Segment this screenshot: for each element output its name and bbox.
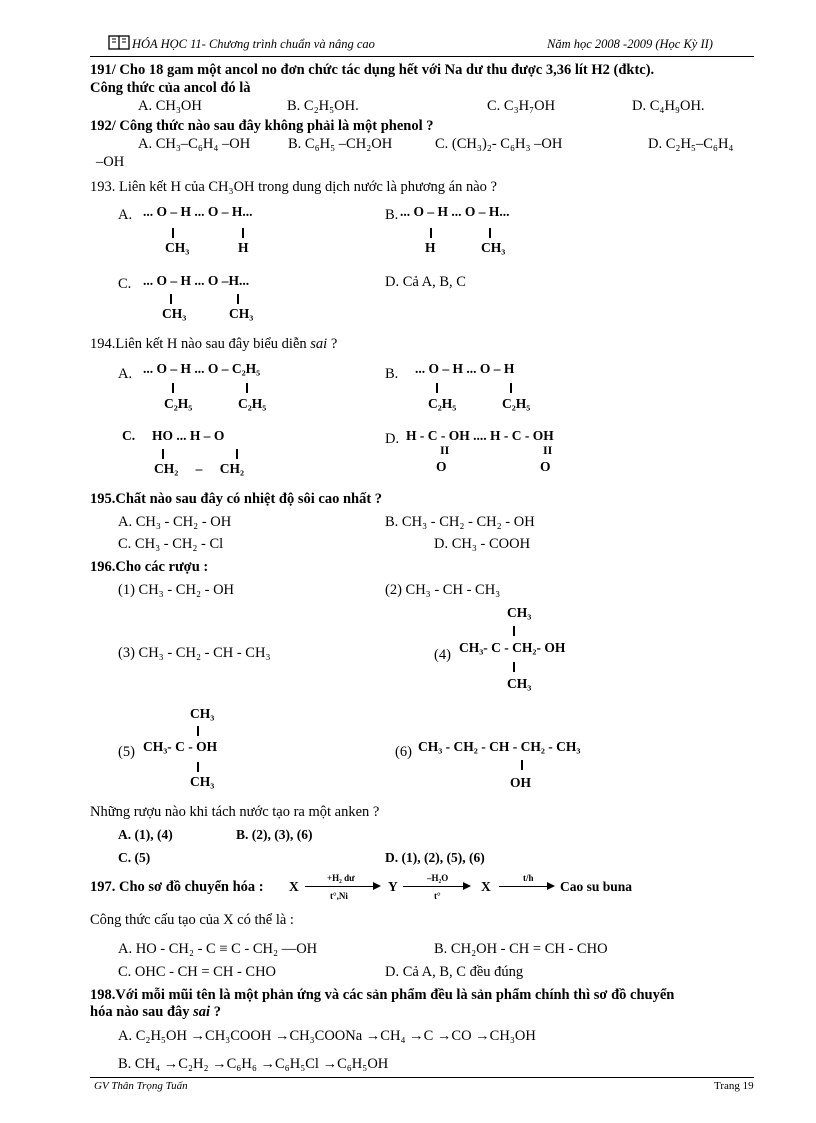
q195-title: 195.Chất nào sau đây có nhiệt độ sôi cao nhất ? [90, 491, 383, 507]
q197-arrow1-top: +H₂ dư [327, 873, 355, 883]
q197-arrow3-top: t/h [523, 873, 534, 883]
q196-alcohol-2: (2) CH₃ - CH - CH₃ [385, 582, 501, 598]
bond [197, 726, 199, 736]
footer-rule [90, 1077, 754, 1078]
q196-r5-top: CH₃ [190, 706, 215, 721]
q198-option-b: B. CH₄ →C₂H₂ →C₆H₆ →C₆H₅Cl →C₆H₅OH [118, 1056, 389, 1072]
q193-b-sub2: CH₃ [481, 240, 506, 255]
q196-option-b: B. (2), (3), (6) [236, 827, 313, 842]
q192-option-b: B. C₆H₅ –CH₂OH [288, 136, 393, 152]
arrow3 [499, 886, 549, 887]
q191-option-c: C. C₃H₇OH [487, 98, 556, 114]
q194-d-o1: O [436, 459, 447, 474]
q193-b-label: B. [385, 207, 399, 223]
q194-c-label: C. [122, 428, 136, 443]
q191-option-d: D. C₄H₉OH. [632, 98, 705, 114]
q194-a-sub2: C₂H₅ [238, 396, 267, 411]
q191-line2: Công thức của ancol đó là [90, 80, 251, 96]
q197-y: Y [388, 879, 398, 894]
q197-title: 197. Cho sơ đồ chuyển hóa : [90, 879, 264, 895]
q194-c-bottom: CH₂ – CH₂ [154, 461, 245, 476]
q198-option-a: A. C₂H₅OH →CH₃COOH →CH₃COONa →CH₄ →C →CO →CH₃OH [118, 1028, 536, 1044]
q198-line2-em: sai [193, 1004, 211, 1020]
footer-left: GV Thân Trọng Tuấn [94, 1080, 188, 1092]
q194-d-label: D. [385, 431, 400, 447]
q193-b-chain: ... O – H ... O – H... [400, 204, 510, 219]
q194-b-label: B. [385, 366, 399, 382]
header-right: Năm học 2008 -2009 (Học Kỳ II) [547, 37, 713, 51]
bond [521, 760, 523, 770]
q196-r4-label: (4) [434, 647, 451, 663]
q192-line1: 192/ Công thức nào sau đây không phải là một phenol ? [90, 118, 434, 134]
arrow2-head [463, 882, 471, 890]
arrow2 [403, 886, 465, 887]
bond [242, 228, 244, 238]
bond [170, 294, 172, 304]
q196-alcohol-1: (1) CH₃ - CH₂ - OH [118, 582, 235, 598]
q192-tail: –OH [96, 154, 125, 170]
bond [430, 228, 432, 238]
arrow1 [305, 886, 375, 887]
q196-r4-chain: CH₃- C - CH₂- OH [459, 640, 566, 655]
q196-r4-bottom: CH₃ [507, 676, 532, 691]
bond [246, 383, 248, 393]
q196-r6-bottom: OH [510, 775, 532, 790]
q196-r6-chain: CH₃ - CH₂ - CH - CH₂ - CH₃ [418, 739, 581, 754]
q194-title [90, 336, 337, 353]
q193-a-chain: ... O – H ... O – H... [143, 204, 253, 219]
q194-b-chain: ... O – H ... O – H [415, 361, 515, 376]
q193-c-label: C. [118, 276, 132, 292]
double-bond: II [543, 443, 553, 457]
q198-line2 [90, 1004, 221, 1021]
q197-option-d: D. Cả A, B, C đều đúng [385, 964, 524, 980]
q193-c-sub2: CH₃ [229, 306, 254, 321]
q191-option-b: B. C₂H₅OH. [287, 98, 359, 114]
q194-a-label: A. [118, 366, 133, 382]
q193-c-chain: ... O – H ... O –H... [143, 273, 250, 288]
q196-option-c: C. (5) [118, 850, 151, 865]
q192-option-c: C. (CH₃)₂- C₆H₃ –OH [435, 136, 563, 152]
q192-option-d: D. C₂H₅–C₆H₄ [648, 136, 734, 152]
q197-option-c: C. OHC - CH = CH - CHO [118, 964, 277, 980]
q197-arrow1-bot: t°,Ni [330, 891, 348, 901]
q197-x2: X [481, 879, 491, 894]
q193-a-sub2: H [238, 240, 249, 255]
q197-arrow2-bot: t° [434, 891, 441, 901]
q191-option-a: A. CH₃OH [138, 98, 202, 114]
q197-arrow2-top: –H₂O [427, 873, 449, 883]
q193-option-d: D. Cả A, B, C [385, 274, 466, 290]
q196-r6-label: (6) [395, 744, 412, 760]
q194-title-pre: 194.Liên kết H nào sau đây biểu diễn [90, 336, 311, 352]
bond [237, 294, 239, 304]
bond [436, 383, 438, 393]
q195-option-a: A. CH₃ - CH₂ - OH [118, 514, 232, 530]
q198-line2-post: ? [210, 1004, 221, 1020]
q196-r4-top: CH₃ [507, 605, 532, 620]
q195-option-c: C. CH₃ - CH₂ - Cl [118, 536, 224, 552]
q197-question: Công thức cấu tạo của X có thể là : [90, 912, 294, 928]
q194-c-chain: HO ... H – O [152, 428, 225, 443]
q194-title-em: sai [310, 336, 328, 352]
q195-option-b: B. CH₃ - CH₂ - CH₂ - OH [385, 514, 535, 530]
bond [172, 228, 174, 238]
footer-right: Trang 19 [714, 1080, 754, 1092]
bond [510, 383, 512, 393]
q194-d-chain: H - C - OH .... H - C - OH [406, 428, 554, 443]
bond [172, 383, 174, 393]
arrow1-head [373, 882, 381, 890]
q191-line1: 191/ Cho 18 gam một ancol no đơn chức tác dụng hết với Na dư thu được 3,36 lít H2 (đktc). [90, 62, 655, 78]
q198-line2-pre: hóa nào sau đây [90, 1004, 194, 1020]
q196-option-d: D. (1), (2), (5), (6) [385, 850, 485, 865]
bond [236, 449, 238, 459]
q194-b-sub1: C₂H₅ [428, 396, 457, 411]
bond [513, 662, 515, 672]
q197-option-a: A. HO - CH₂ - C ≡ C - CH₂ —OH [118, 941, 318, 957]
q194-title-post: ? [327, 336, 338, 352]
q193-c-sub1: CH₃ [162, 306, 187, 321]
q196-r5-bottom: CH₃ [190, 774, 215, 789]
q196-option-a: A. (1), (4) [118, 827, 173, 842]
bond [513, 626, 515, 636]
q194-b-sub2: C₂H₅ [502, 396, 531, 411]
q196-title: 196.Cho các rượu : [90, 559, 209, 575]
header-rule [90, 56, 754, 57]
double-bond: II [440, 443, 450, 457]
bond [197, 762, 199, 772]
arrow3-head [547, 882, 555, 890]
q197-option-b: B. CH₂OH - CH = CH - CHO [434, 941, 608, 957]
bond [489, 228, 491, 238]
q196-question: Những rượu nào khi tách nước tạo ra một anken ? [90, 804, 380, 820]
q193-a-sub1: CH₃ [165, 240, 190, 255]
bond [162, 449, 164, 459]
q194-a-chain: ... O – H ... O – C₂H₅ [143, 361, 261, 376]
q198-line1: 198.Với mỗi mũi tên là một phản ứng và các sản phẩm đều là sản phẩm chính thì sơ đồ chuyển [90, 987, 675, 1003]
q194-a-sub1: C₂H₅ [164, 396, 193, 411]
q197-x1: X [289, 879, 299, 894]
q194-d-o2: O [540, 459, 551, 474]
q196-alcohol-3: (3) CH₃ - CH₂ - CH - CH₃ [118, 645, 271, 661]
q196-r5-chain: CH₃- C - OH [143, 739, 218, 754]
header-left: HÓA HỌC 11- Chương trình chuẩn và nâng cao [132, 37, 375, 51]
q193-b-sub1: H [425, 240, 436, 255]
book-icon [108, 35, 130, 51]
q193-title: 193. Liên kết H của CH₃OH trong dung dịch nước là phương án nào ? [90, 179, 497, 195]
q193-a-label: A. [118, 207, 133, 223]
q195-option-d: D. CH₃ - COOH [434, 536, 531, 552]
q196-r5-label: (5) [118, 744, 135, 760]
q192-option-a: A. CH₃–C₆H₄ –OH [138, 136, 251, 152]
q197-product: Cao su buna [560, 879, 633, 894]
